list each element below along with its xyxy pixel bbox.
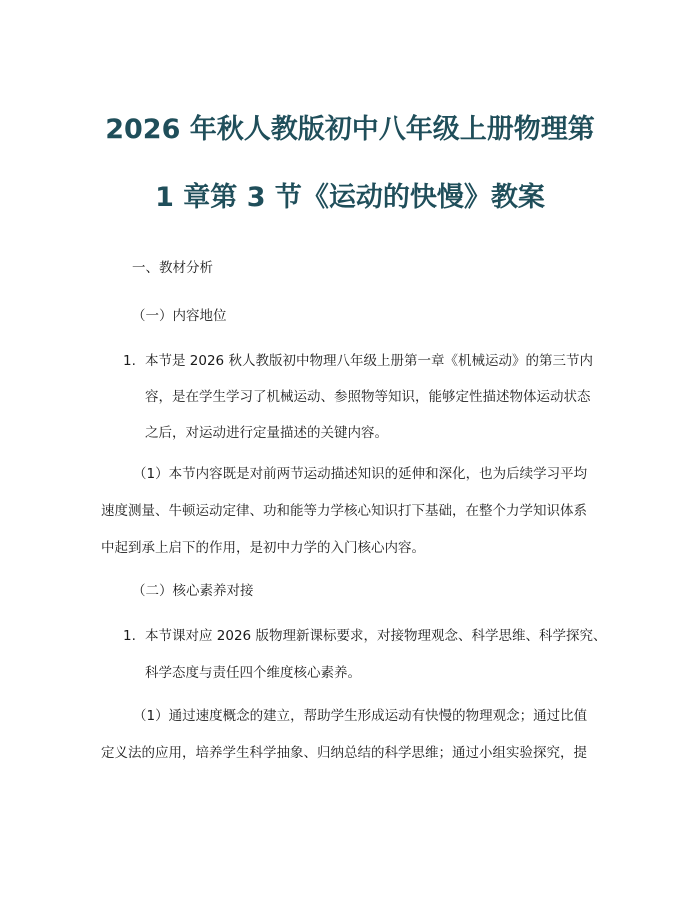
- paragraph-content-role: [101, 464, 587, 558]
- list-item-line: 科学态度与责任四个维度核心素养。: [145, 665, 361, 681]
- paragraph-line: 定义法的应用，培养学生科学抽象、归纳总结的科学思维；通过小组实验探究，提: [101, 745, 587, 761]
- list-item-line: 之后，对运动进行定量描述的关键内容。: [145, 425, 388, 441]
- paragraph-line: （1）通过速度概念的建立，帮助学生形成运动有快慢的物理观念；通过比值: [133, 708, 588, 724]
- paragraph-line: 中起到承上启下的作用，是初中力学的入门核心内容。: [101, 540, 425, 556]
- list-item-core-literacy: [145, 626, 606, 683]
- list-item-line: 本节是 2026 秋人教版初中物理八年级上册第一章《机械运动》的第三节内: [145, 353, 593, 369]
- list-item-line: 容，是在学生学习了机械运动、参照物等知识，能够定性描述物体运动状态: [145, 389, 591, 405]
- document-title-line-1: 2026 年秋人教版初中八年级上册物理第: [105, 114, 595, 145]
- subsection-heading-content-position: （一）内容地位: [132, 308, 227, 324]
- paragraph-literacy-details: [101, 706, 587, 763]
- section-heading-textbook-analysis: 一、教材分析: [132, 260, 213, 276]
- list-item-line: 本节课对应 2026 版物理新课标要求，对接物理观念、科学思维、科学探究、: [145, 628, 607, 644]
- paragraph-line: （1）本节内容既是对前两节运动描述知识的延伸和深化，也为后续学习平均: [133, 466, 588, 482]
- list-number: 1.: [123, 353, 136, 369]
- list-item-content-position: [145, 351, 593, 443]
- list-number: 1.: [123, 628, 136, 644]
- document-title-line-2: 1 章第 3 节《运动的快慢》教案: [155, 182, 545, 213]
- subsection-heading-core-literacy: （二）核心素养对接: [132, 583, 254, 599]
- paragraph-line: 速度测量、牛顿运动定律、功和能等力学核心知识打下基础，在整个力学知识体系: [101, 503, 587, 519]
